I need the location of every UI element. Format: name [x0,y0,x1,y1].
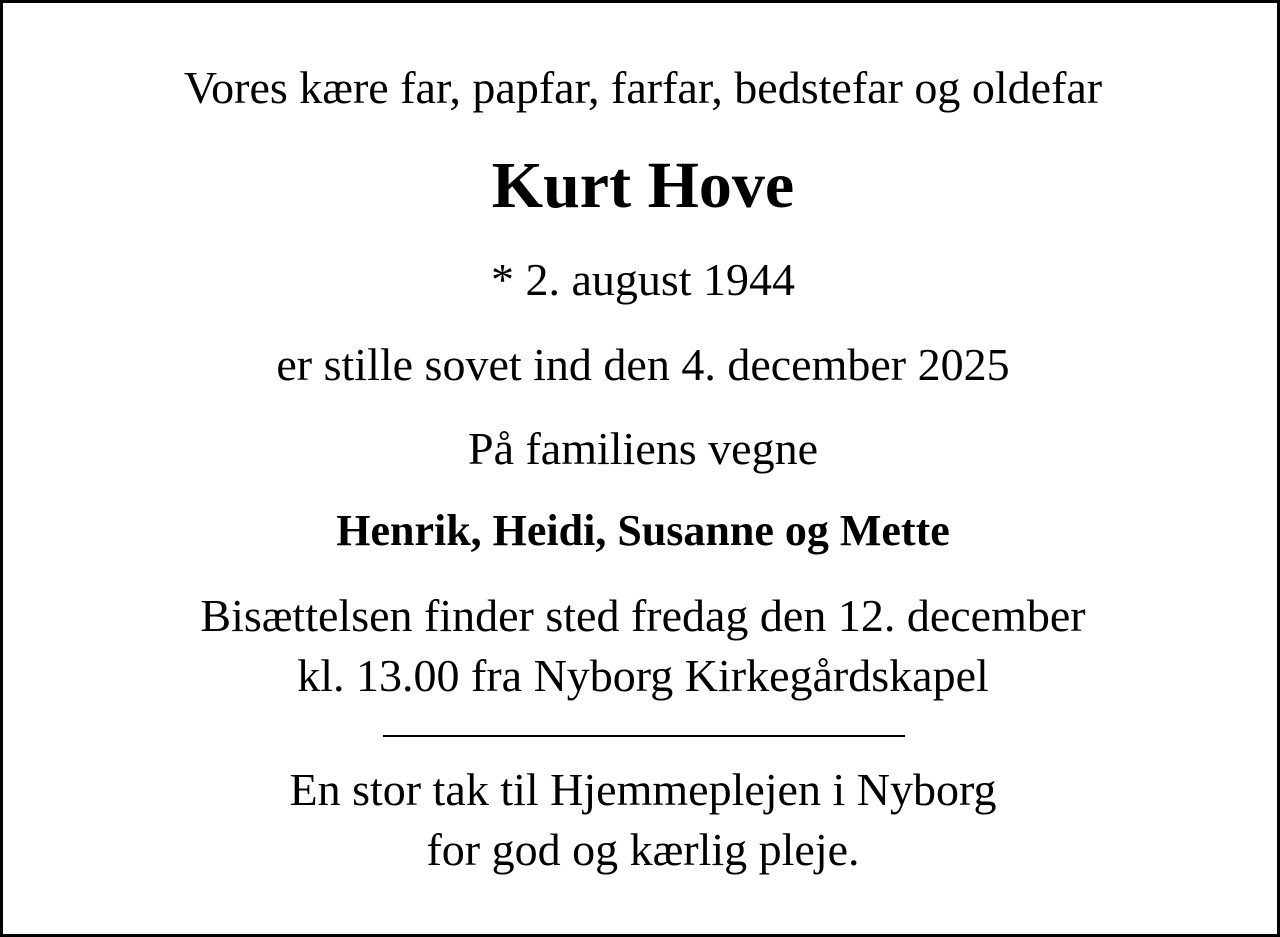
deceased-name: Kurt Hove [491,149,795,222]
birth-date: * 2. august 1944 [490,254,796,305]
thanks-line-2: for god og kærlig pleje. [426,824,860,875]
thanks-line-1: En stor tak til Hjemmeplejen i Nyborg [289,764,997,815]
divider-line [383,735,905,737]
funeral-details-line-2: kl. 13.00 fra Nyborg Kirkegårdskapel [297,650,989,701]
family-names: Henrik, Heidi, Susanne og Mette [336,506,950,555]
intro-text: Vores kære far, papfar, farfar, bedstefar og oldefar [183,62,1103,113]
funeral-details-line-1: Bisættelsen finder sted fredag den 12. december [200,590,1086,641]
family-label: På familiens vegne [467,423,818,474]
death-date: er stille sovet ind den 4. december 2025 [276,339,1010,390]
